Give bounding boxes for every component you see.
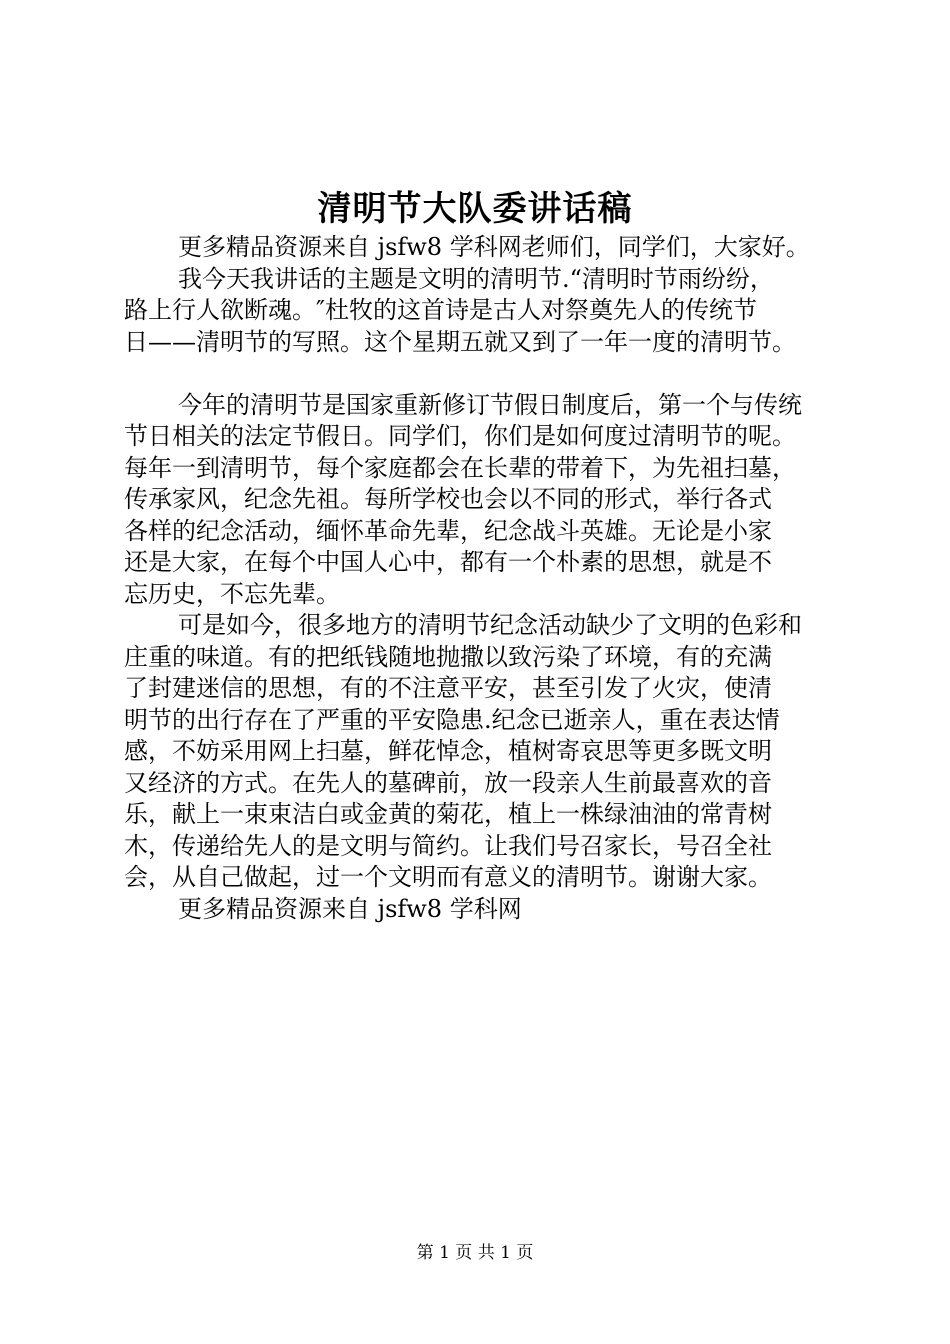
body-line: 会，从自己做起，过一个文明而有意义的清明节。谢谢大家。 (124, 863, 772, 891)
body-line: 庄重的味道。有的把纸钱随地抛撒以致污染了环境，有的充满 (124, 642, 772, 671)
body-line: 还是大家，在每个中国人心中，都有一个朴素的思想，就是不 (124, 548, 772, 576)
body-line: 可是如今，很多地方的清明节纪念活动缺少了文明的色彩和 (178, 611, 802, 639)
body-line: 节日相关的法定节假日。同学们，你们是如何度过清明节的呢。 (124, 422, 796, 450)
body-line: 路上行人欲断魂。″杜牧的这首诗是古人对祭奠先人的传统节 (124, 296, 757, 324)
body-line: 每年一到清明节，每个家庭都会在长辈的带着下，为先祖扫墓， (124, 453, 796, 482)
body-line: 木，传递给先人的是文明与简约。让我们号召家长，号召全社 (124, 831, 772, 860)
body-line: 明节的出行存在了严重的平安隐患.纪念已逝亲人，重在表达情 (124, 705, 780, 734)
page-number-footer: 第 1 页 共 1 页 (416, 1243, 534, 1263)
body-line: 日——清明节的写照。这个星期五就又到了一年一度的清明节。 (124, 327, 796, 356)
body-line: 感，不妨采用网上扫墓，鲜花悼念，植树寄哀思等更多既文明 (124, 737, 772, 765)
body-line: 更多精品资源来自 jsfw8 学科网 (178, 894, 522, 923)
body-line: 忘历史，不忘先辈。 (124, 579, 340, 608)
document-title: 清明节大队委讲话稿 (317, 189, 633, 229)
body-line: 各样的纪念活动，缅怀革命先辈，纪念战斗英雄。无论是小家 (124, 516, 772, 545)
body-line: 更多精品资源来自 jsfw8 学科网老师们，同学们，大家好。 (178, 233, 810, 261)
body-line: 传承家风，纪念先祖。每所学校也会以不同的形式，举行各式 (124, 485, 772, 513)
body-line: 我今天我讲话的主题是文明的清明节.“清明时节雨纷纷， (178, 264, 774, 293)
paragraph-spacer (124, 358, 844, 390)
body-line: 了封建迷信的思想，有的不注意平安，甚至引发了火灾，使清 (124, 674, 772, 702)
body-line: 今年的清明节是国家重新修订节假日制度后，第一个与传统 (178, 390, 802, 419)
body-line: 又经济的方式。在先人的墓碑前，放一段亲人生前最喜欢的音 (124, 768, 772, 797)
body-line: 乐，献上一束束洁白或金黄的菊花，植上一株绿油油的常青树 (124, 800, 772, 828)
document-body (124, 232, 844, 925)
